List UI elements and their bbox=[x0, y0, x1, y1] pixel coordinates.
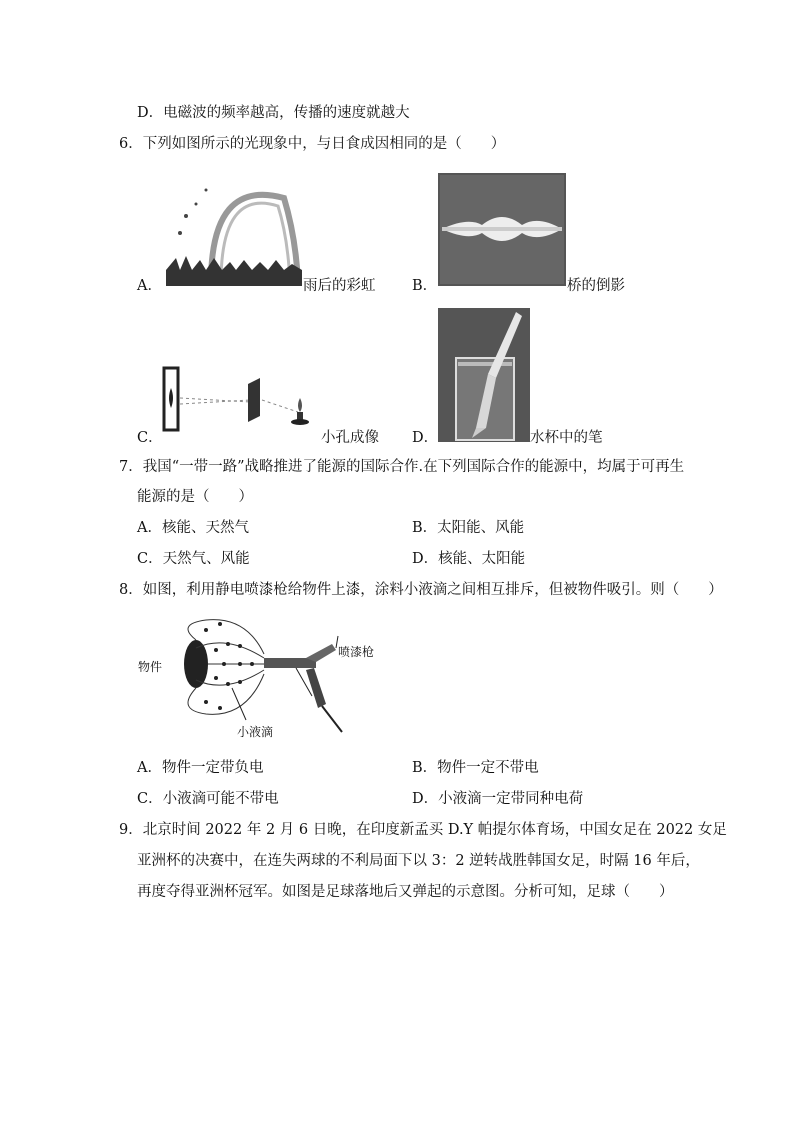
q6-option-c-caption: 小孔成像 bbox=[321, 430, 379, 446]
q7-stem-line2: 能源的是（ ） bbox=[137, 489, 253, 505]
q9-line3: 再度夺得亚洲杯冠军。如图是足球落地后又弹起的示意图。分析可知，足球（ ） bbox=[137, 884, 674, 900]
q7-option-c: C．天然气、风能 bbox=[137, 551, 250, 567]
q6-option-c-letter: C． bbox=[137, 430, 163, 446]
q6-option-b-letter: B． bbox=[412, 278, 438, 294]
q7-option-a: A．核能、天然气 bbox=[137, 520, 249, 536]
q6-option-a-caption: 雨后的彩虹 bbox=[303, 278, 376, 294]
pinhole-imaging-image bbox=[160, 360, 320, 438]
q5-option-d: D．电磁波的频率越高，传播的速度就越大 bbox=[137, 105, 410, 121]
q7-option-d: D．核能、太阳能 bbox=[412, 551, 526, 567]
q9-line2: 亚洲杯的决赛中，在连失两球的不利局面下以 3：2 逆转战胜韩国女足，时隔 16 年后， bbox=[137, 853, 700, 869]
q6-option-a-letter: A． bbox=[137, 278, 162, 294]
q6-option-d-caption: 水杯中的笔 bbox=[530, 430, 603, 446]
q6-stem: 6．下列如图所示的光现象中，与日食成因相同的是（ ） bbox=[119, 136, 506, 152]
label-spray-gun: 喷漆枪 bbox=[338, 645, 375, 659]
pen-in-cup-image bbox=[438, 308, 530, 442]
q8-stem: 8．如图，利用静电喷漆枪给物件上漆，涂料小液滴之间相互排斥，但被物件吸引。则（ ） bbox=[119, 582, 723, 598]
q7-stem-line1: 7．我国“一带一路”战略推进了能源的国际合作.在下列国际合作的能源中，均属于可再生 bbox=[119, 459, 685, 475]
q8-option-b: B．物件一定不带电 bbox=[412, 760, 539, 776]
q8-option-d: D．小液滴一定带同种电荷 bbox=[412, 791, 584, 807]
q8-option-c: C．小液滴可能不带电 bbox=[137, 791, 279, 807]
label-droplet: 小液滴 bbox=[237, 725, 274, 739]
q9-line1: 9．北京时间 2022 年 2 月 6 日晚，在印度新孟买 D.Y 帕提尔体育场，中国女足在 2022 女足 bbox=[119, 822, 727, 838]
q6-option-b-caption: 桥的倒影 bbox=[567, 278, 625, 294]
q7-option-b: B．太阳能、风能 bbox=[412, 520, 525, 536]
q6-option-d-letter: D． bbox=[412, 430, 439, 446]
q8-option-a: A．物件一定带负电 bbox=[137, 760, 264, 776]
bridge-reflection-image bbox=[438, 173, 566, 286]
label-object: 物件 bbox=[138, 660, 163, 674]
rainbow-image bbox=[166, 178, 302, 286]
